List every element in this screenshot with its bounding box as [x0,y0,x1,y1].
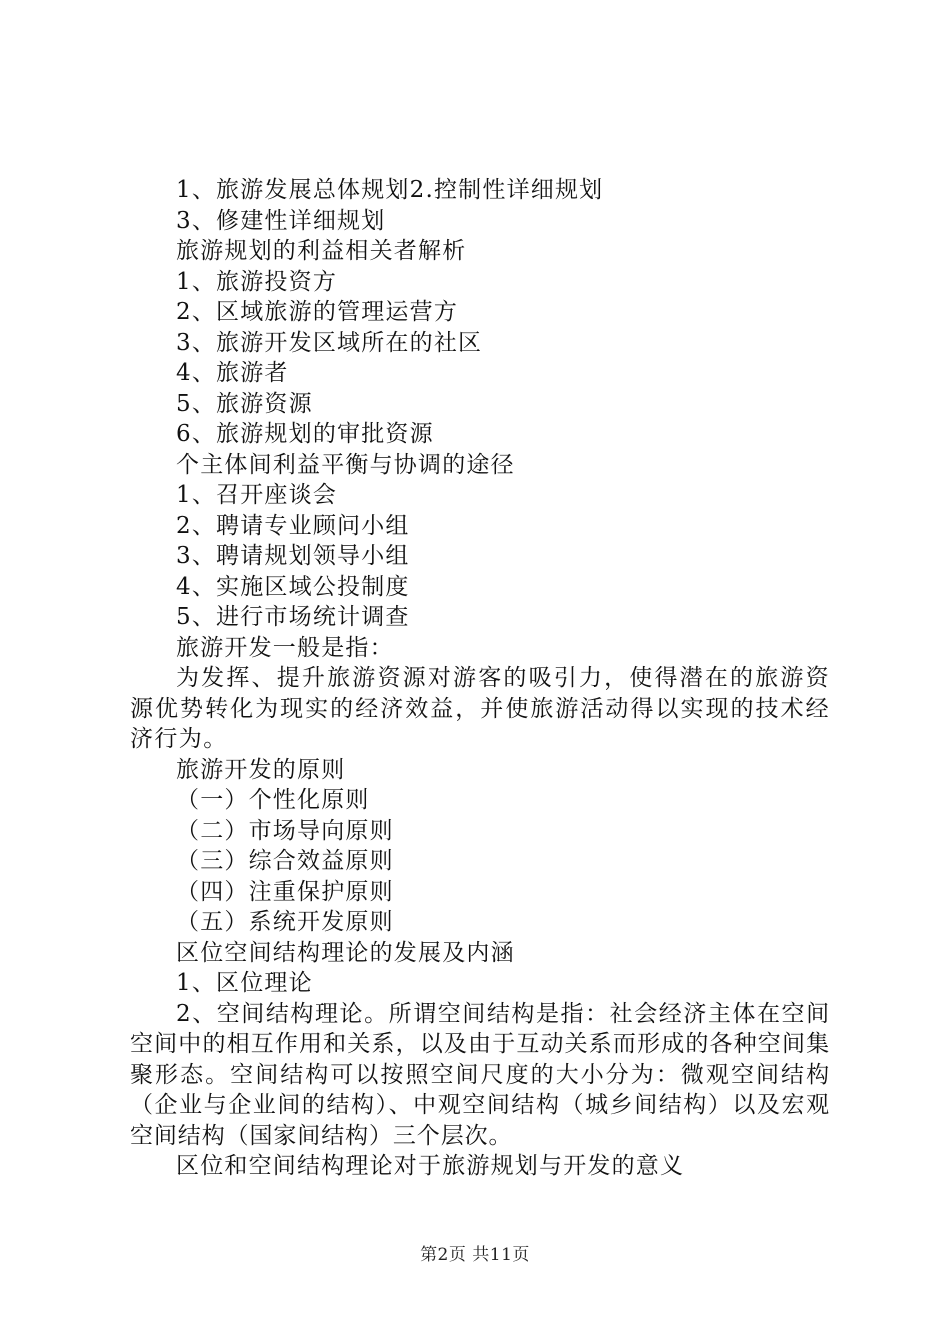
list-item: 1、召开座谈会 [176,482,338,508]
section-heading: 旅游开发的原则 [176,756,346,783]
section-heading: 旅游规划的利益相关者解析 [176,238,467,264]
spatial-structure-paragraph: 2、空间结构理论。所谓空间结构是指：社会经济主体在空间空间中的相互作用和关系，以及由于互动关系而形成的各种空间集聚形态。空间结构可以按照空间尺度的大小分为：微观空间结构（企业与企业间的结构）、中观空间结构（城乡间结构）以及宏观空间结构（国家间结构）三个层次。 [130,1000,830,1149]
document-body [130,175,830,1182]
section-heading: 区位空间结构理论的发展及内涵 [176,939,515,966]
list-item: 5、进行市场统计调查 [176,604,410,630]
list-item: 6、旅游规划的审批资源 [176,421,434,447]
list-item: （二）市场导向原则 [176,817,394,844]
list-item: 3、聘请规划领导小组 [176,543,410,569]
list-item: 5、旅游资源 [176,390,313,417]
section-heading: 区位和空间结构理论对于旅游规划与开发的意义 [176,1153,685,1179]
list-item: 1、区位理论 [176,970,313,996]
list-item: 4、旅游者 [176,360,289,386]
text-line: 1、旅游发展总体规划2.控制性详细规划 [176,177,604,203]
section-heading: 个主体间利益平衡与协调的途径 [176,451,515,478]
list-item: （三）综合效益原则 [176,848,394,874]
section-heading: 旅游开发一般是指： [176,634,394,661]
list-item: 1、旅游投资方 [176,268,338,295]
list-item: 2、聘请专业顾问小组 [176,512,410,539]
page-number-footer: 第2页 共11页 [420,1245,530,1265]
list-item: （四）注重保护原则 [176,878,394,905]
list-item: （一）个性化原则 [176,787,370,813]
list-item: 4、实施区域公投制度 [176,573,410,600]
list-item: 2、区域旅游的管理运营方 [176,299,459,325]
list-item: 3、旅游开发区域所在的社区 [176,329,483,356]
text-line: 3、修建性详细规划 [176,207,386,234]
list-item: （五）系统开发原则 [176,909,394,935]
development-paragraph: 为发挥、提升旅游资源对游客的吸引力，使得潜在的旅游资源优势转化为现实的经济效益，并使旅游活动得以实现的技术经济行为。 [130,665,830,752]
